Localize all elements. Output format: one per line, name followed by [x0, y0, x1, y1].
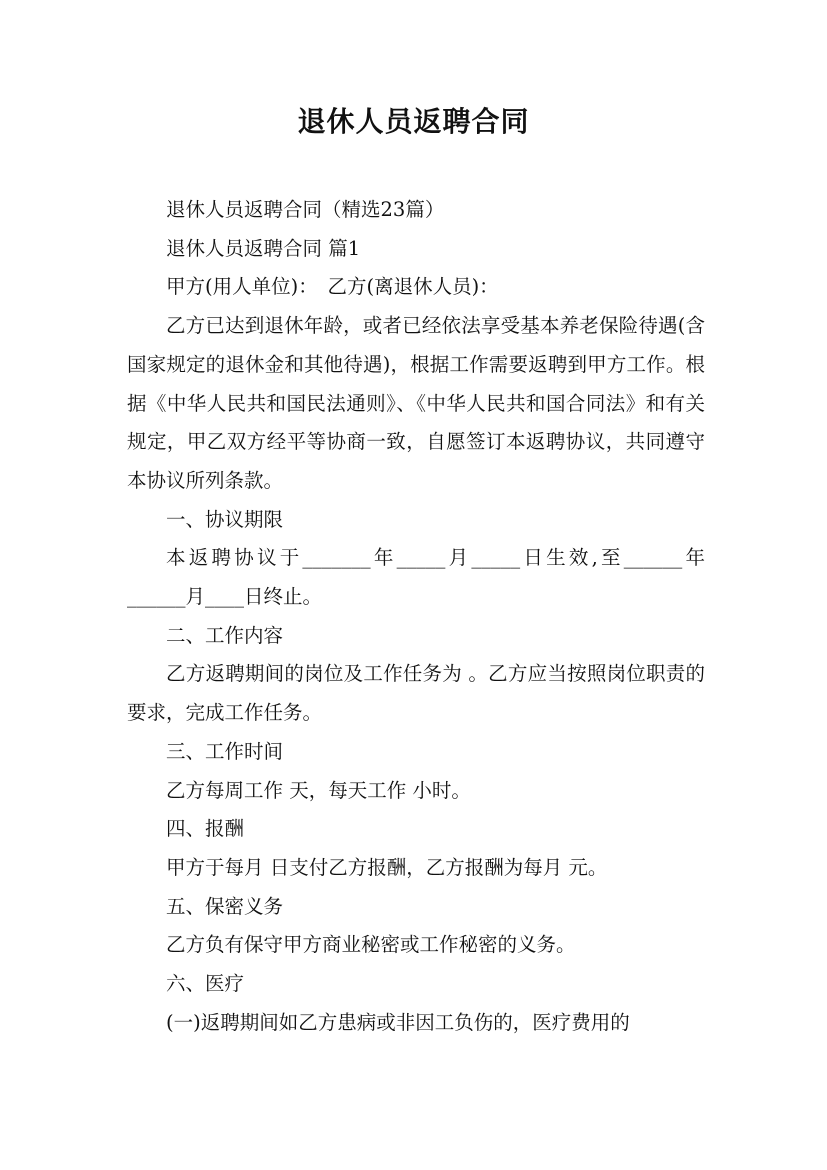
- section-heading-content: 二、工作内容: [166, 623, 284, 647]
- article-heading: 退休人员返聘合同 篇1: [166, 236, 361, 260]
- section-text-confidentiality: 乙方负有保守甲方商业秘密或工作秘密的义务。: [166, 933, 576, 957]
- section-text-content: 乙方返聘期间的岗位及工作任务为 。乙方应当按照岗位职责的要求，完成工作任务。: [127, 662, 705, 725]
- parties-line: 甲方(用人单位)： 乙方(离退休人员)：: [166, 275, 499, 299]
- section-heading-medical: 六、医疗: [166, 972, 245, 996]
- section-text-term: 本返聘协议于_______年_____月_____日生效,至______年______月____日终止。: [127, 546, 705, 609]
- section-heading-hours: 三、工作时间: [166, 739, 284, 763]
- section-heading-term: 一、协议期限: [166, 507, 284, 531]
- section-text-hours: 乙方每周工作 天，每天工作 小时。: [166, 778, 471, 802]
- section-text-pay: 甲方于每月 日支付乙方报酬，乙方报酬为每月 元。: [166, 855, 608, 879]
- subtitle: 退休人员返聘合同（精选23篇）: [166, 198, 445, 221]
- section-text-medical: (一)返聘期间如乙方患病或非因工负伤的，医疗费用的: [166, 1010, 630, 1034]
- section-heading-confidentiality: 五、保密义务: [166, 894, 284, 918]
- intro-paragraph: 乙方已达到退休年龄，或者已经依法享受基本养老保险待遇(含国家规定的退休金和其他待遇)，根据工作需要返聘到甲方工作。根据《中华人民共和国民法通则》、《中华人民共和国合同法》和有关规定，甲乙双方经平等协商一致，自愿签订本返聘协议，共同遵守本协议所列条款。: [127, 314, 705, 492]
- document-body: [127, 191, 705, 1042]
- section-heading-pay: 四、报酬: [166, 817, 245, 841]
- document-title: 退休人员返聘合同: [297, 105, 530, 138]
